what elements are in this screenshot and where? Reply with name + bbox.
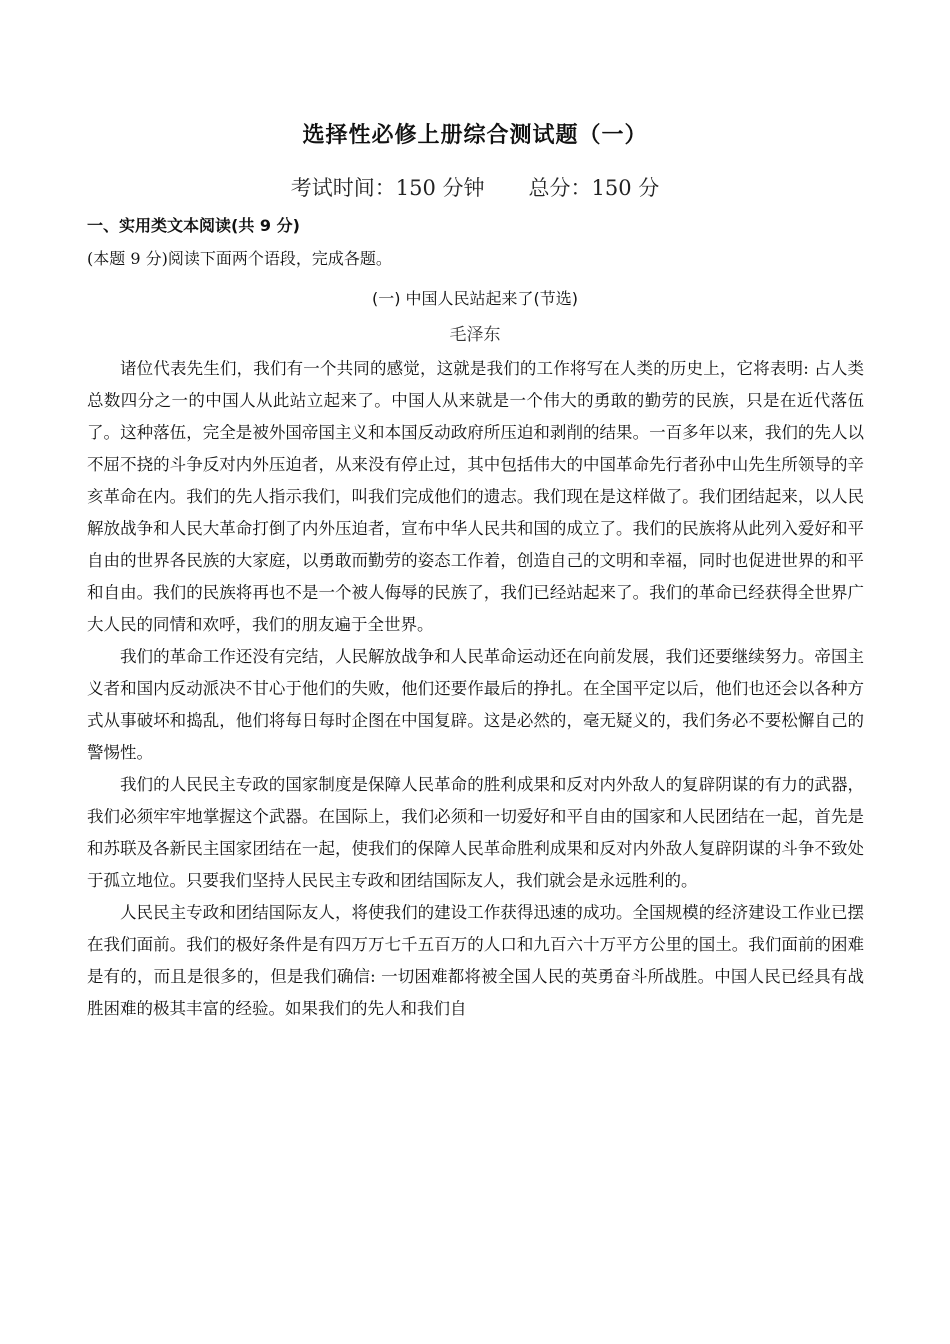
paragraph: 诸位代表先生们，我们有一个共同的感觉，这就是我们的工作将写在人类的历史上，它将表明: 占人类总数四分之一的中国人从此站立起来了。中国人从来就是一个伟大的勇敢的勤劳的民族，只是在近代落伍了。这种落伍，完全是被外国帝国主义和本国反动政府所压迫和剥削的结果。一百多年以来，我们的先人以不屈不挠的斗争反对内外压迫者，从来没有停止过，其中包括伟大的中国革命先行者孙中山先生所领导的辛亥革命在内。我们的先人指示我们，叫我们完成他们的遗志。我们现在是这样做了。我们团结起来，以人民解放战争和人民大革命打倒了内外压迫者，宣布中华人民共和国的成立了。我们的民族将从此列入爱好和平自由的世界各民族的大家庭，以勇敢而勤劳的姿态工作着，创造自己的文明和幸福，同时也促进世界的和平和自由。我们的民族将再也不是一个被人侮辱的民族了，我们已经站起来了。我们的革命已经获得全世界广大人民的同情和欢呼，我们的朋友遍于全世界。 <box>87 359 864 634</box>
exam-info <box>0 172 950 202</box>
paragraph: 我们的革命工作还没有完结，人民解放战争和人民革命运动还在向前发展，我们还要继续努力。帝国主义者和国内反动派决不甘心于他们的失败，他们还要作最后的挣扎。在全国平定以后，他们也还会以各种方式从事破坏和捣乱，他们将每日每时企图在中国复辟。这是必然的，毫无疑义的，我们务必不要松懈自己的警惕性。 <box>87 647 864 762</box>
article-body <box>87 353 864 1025</box>
exam-score: 总分：150 分 <box>528 176 660 200</box>
section-instruction: (本题 9 分)阅读下面两个语段，完成各题。 <box>87 249 392 268</box>
paragraph: 人民民主专政和团结国际友人，将使我们的建设工作获得迅速的成功。全国规模的经济建设工作业已摆在我们面前。我们的极好条件是有四万万七千五百万的人口和九百六十万平方公里的国土。我们面前的困难是有的，而且是很多的，但是我们确信: 一切困难都将被全国人民的英勇奋斗所战胜。中国人民已经具有战胜困难的极其丰富的经验。如果我们的先人和我们自 <box>87 903 864 1018</box>
paragraph: 我们的人民民主专政的国家制度是保障人民革命的胜利成果和反对内外敌人的复辟阴谋的有力的武器，我们必须牢牢地掌握这个武器。在国际上，我们必须和一切爱好和平自由的国家和人民团结在一起，首先是和苏联及各新民主国家团结在一起，使我们的保障人民革命胜利成果和反对内外敌人复辟阴谋的斗争不致处于孤立地位。只要我们坚持人民民主专政和团结国际友人，我们就会是永远胜利的。 <box>87 775 864 890</box>
article-author: 毛泽东 <box>449 325 501 345</box>
section-heading: 一、实用类文本阅读(共 9 分) <box>87 216 300 235</box>
exam-time: 考试时间：150 分钟 <box>290 176 485 200</box>
page-title: 选择性必修上册综合测试题（一） <box>302 123 648 148</box>
article-title: (一) 中国人民站起来了(节选) <box>371 289 579 308</box>
